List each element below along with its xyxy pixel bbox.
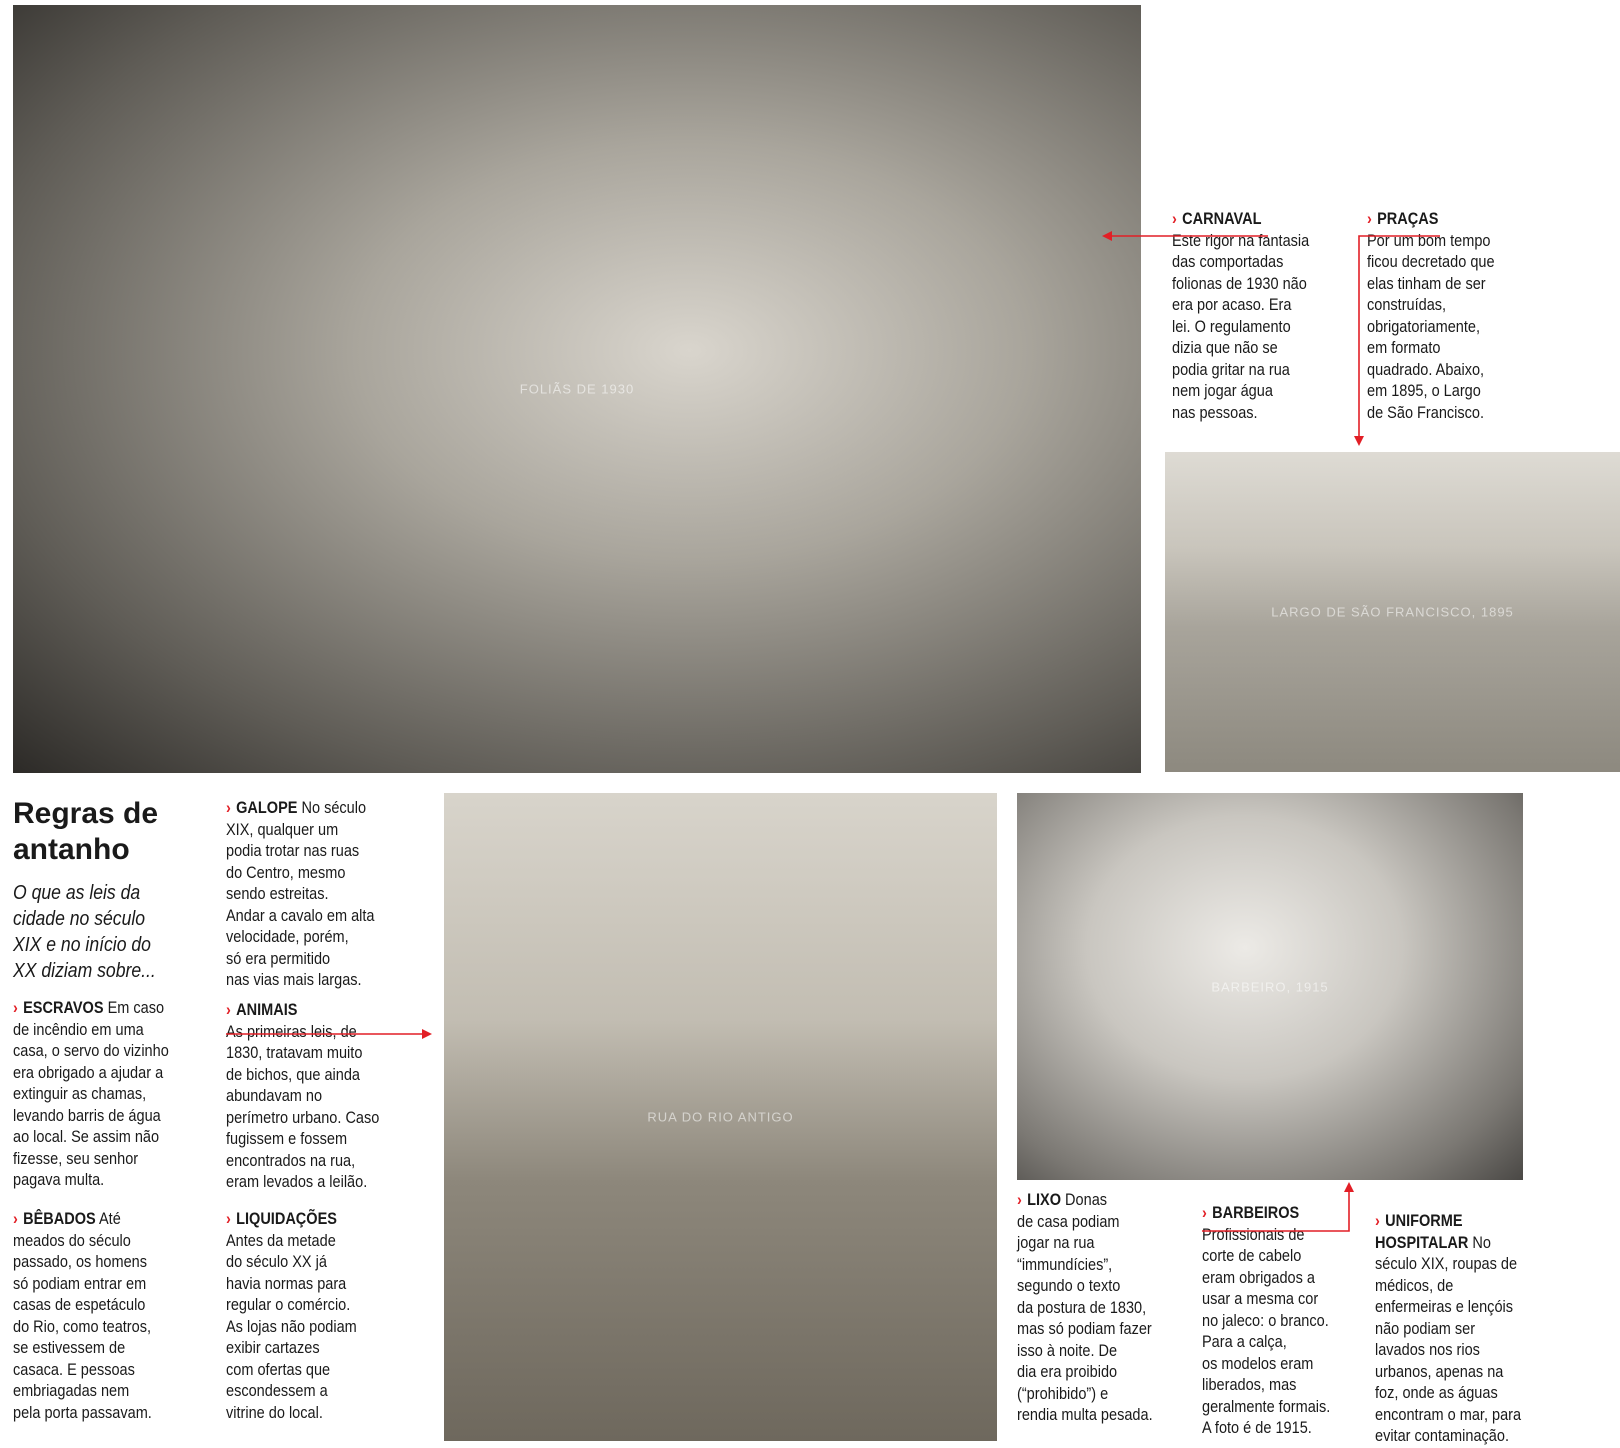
callout-line: ao local. Se assim não	[13, 1128, 160, 1146]
photo-old-street	[444, 793, 997, 1441]
callout-line: levando barris de água	[13, 1106, 161, 1125]
callout-line: casa, o servo do vizinho	[13, 1042, 169, 1060]
callout-line: embriagadas nem	[13, 1382, 130, 1400]
callout-title: LIXO	[1027, 1191, 1062, 1209]
callout-line: lei. O regulamento	[1172, 317, 1291, 336]
callout-line: (“prohibido”) e	[1017, 1384, 1109, 1403]
callout-line: geralmente formais.	[1202, 1397, 1331, 1416]
callout-line: fugissem e fossem	[226, 1130, 348, 1148]
callout-bebados	[13, 1209, 152, 1424]
chevron-right-icon: ›	[226, 799, 231, 817]
callout-line: perímetro urbano. Caso	[226, 1108, 380, 1127]
callout-line: das comportadas	[1172, 253, 1284, 271]
callout-line: casaca. E pessoas	[13, 1360, 135, 1379]
callout-line: com ofertas que	[226, 1360, 331, 1379]
callout-line: em 1895, o Largo	[1367, 382, 1481, 400]
chevron-right-icon: ›	[13, 999, 18, 1017]
callout-line: “immundícies”,	[1017, 1255, 1113, 1274]
callout-line: dizia que não se	[1172, 339, 1278, 357]
callout-line: abundavam no	[226, 1087, 323, 1105]
callout-line: jogar na rua	[1017, 1234, 1095, 1252]
callout-barbeiros	[1202, 1203, 1330, 1440]
callout-line: do Rio, como teatros,	[13, 1317, 152, 1336]
callout-liquidacoes	[226, 1209, 357, 1424]
callout-line: do século XX já	[226, 1253, 327, 1271]
callout-line: nas vias mais largas.	[226, 971, 362, 989]
callout-line: pagava multa.	[13, 1171, 105, 1189]
callout-line: nas pessoas.	[1172, 403, 1258, 422]
callout-line: isso à noite. De	[1017, 1341, 1118, 1360]
callout-line: folionas de 1930 não	[1172, 274, 1307, 293]
callout-line: meados do século	[13, 1231, 131, 1250]
callout-line: século XIX, roupas de	[1375, 1255, 1518, 1273]
callout-line: liberados, mas	[1202, 1376, 1297, 1394]
callout-line: havia normas para	[226, 1274, 347, 1293]
callout-animais	[226, 1000, 379, 1194]
callout-line: fizesse, seu senhor	[13, 1149, 139, 1168]
callout-line: XIX, qualquer um	[226, 820, 339, 839]
photo-caption-square: LARGO DE SÃO FRANCISCO, 1895	[1271, 604, 1514, 620]
callout-line: regular o comércio.	[226, 1296, 351, 1314]
callout-line: Por um bom tempo	[1367, 231, 1491, 250]
callout-line: corte de cabelo	[1202, 1247, 1302, 1265]
callout-line: segundo o texto	[1017, 1277, 1121, 1295]
photo-carnival-women	[13, 5, 1141, 773]
callout-line: obrigatoriamente,	[1367, 317, 1481, 336]
callout-title: UNIFORME	[1385, 1212, 1463, 1230]
callout-line: pela porta passavam.	[13, 1403, 152, 1422]
photo-caption-barber: BARBEIRO, 1915	[1211, 979, 1329, 994]
arrow-head-pracas	[1354, 436, 1364, 446]
intro-text: O que as leis da cidade no século XIX e no início do XX diziam sobre...	[13, 882, 156, 982]
callout-line: vitrine do local.	[226, 1403, 323, 1422]
callout-line: da postura de 1830,	[1017, 1298, 1147, 1317]
callout-line: casas de espetáculo	[13, 1296, 146, 1314]
callout-line: de São Francisco.	[1367, 403, 1485, 422]
callout-line: podia trotar nas ruas	[226, 842, 360, 860]
callout-line: ficou decretado que	[1367, 253, 1495, 271]
callout-line: de casa podiam	[1017, 1212, 1120, 1231]
callout-title: CARNAVAL	[1182, 210, 1262, 228]
callout-line: só podiam entrar em	[13, 1274, 147, 1293]
callout-escravos	[13, 998, 169, 1192]
photo-caption-street: RUA DO RIO ANTIGO	[647, 1109, 794, 1125]
callout-line: não podiam ser	[1375, 1319, 1476, 1338]
callout-line: nem jogar água	[1172, 382, 1273, 400]
chevron-right-icon: ›	[1375, 1212, 1380, 1230]
photo-barber	[1017, 793, 1523, 1180]
callout-line: quadrado. Abaixo,	[1367, 360, 1485, 379]
callout-line: extinguir as chamas,	[13, 1085, 147, 1103]
callout-title: BARBEIROS	[1212, 1204, 1300, 1222]
callout-line: era por acaso. Era	[1172, 296, 1292, 314]
callout-line: só era permitido	[226, 949, 331, 968]
callout-pracas	[1367, 209, 1495, 424]
callout-line: passado, os homens	[13, 1253, 147, 1271]
callout-title: ESCRAVOS	[23, 999, 104, 1017]
callout-line: A foto é de 1915.	[1202, 1419, 1312, 1437]
callout-line: de incêndio em uma	[13, 1020, 144, 1039]
callout-title: GALOPE	[236, 799, 298, 817]
callout-line: enfermeiras e lençóis	[1375, 1298, 1514, 1316]
callout-line: podia gritar na rua	[1172, 360, 1290, 379]
callout-line: em formato	[1367, 339, 1441, 357]
callout-line: Este rigor na fantasia	[1172, 231, 1310, 250]
callout-title: BÊBADOS	[23, 1210, 96, 1228]
callout-line: escondessem a	[226, 1382, 328, 1400]
callout-line: era obrigado a ajudar a	[13, 1063, 164, 1082]
callout-carnaval	[1172, 209, 1309, 424]
callout-line: Profissionais de	[1202, 1225, 1305, 1244]
chevron-right-icon: ›	[226, 1001, 231, 1019]
callout-line: rendia multa pesada.	[1017, 1406, 1153, 1424]
callout-line: No	[1472, 1233, 1491, 1252]
callout-line: dia era proibido	[1017, 1363, 1118, 1381]
callout-line: Para a calça,	[1202, 1333, 1287, 1351]
callout-uniforme-hospitalar	[1375, 1211, 1521, 1448]
callout-line: usar a mesma cor	[1202, 1290, 1319, 1308]
chevron-right-icon: ›	[1172, 210, 1177, 228]
callout-line: No século	[301, 799, 367, 817]
callout-line: encontram o mar, para	[1375, 1405, 1522, 1424]
callout-line: evitar contaminação.	[1375, 1427, 1509, 1445]
callout-line: encontrados na rua,	[226, 1151, 356, 1170]
photo-largo-sao-francisco	[1165, 452, 1620, 772]
callout-line: construídas,	[1367, 296, 1447, 314]
arrow-head-animais	[422, 1029, 432, 1039]
callout-line: Até	[98, 1210, 121, 1228]
callout-line: velocidade, porém,	[226, 928, 349, 946]
callout-title-2: HOSPITALAR	[1375, 1233, 1469, 1252]
chevron-right-icon: ›	[1202, 1204, 1207, 1222]
arrow-head-barbeiros	[1344, 1182, 1354, 1192]
callout-line: urbanos, apenas na	[1375, 1362, 1504, 1381]
callout-lixo	[1017, 1190, 1153, 1427]
callout-line: elas tinham de ser	[1367, 274, 1486, 293]
chevron-right-icon: ›	[1367, 210, 1372, 228]
callout-line: eram obrigados a	[1202, 1268, 1316, 1287]
callout-line: exibir cartazes	[226, 1339, 320, 1357]
callout-title: PRAÇAS	[1377, 210, 1439, 228]
callout-line: no jaleco: o branco.	[1202, 1311, 1329, 1330]
chevron-right-icon: ›	[1017, 1191, 1022, 1209]
callout-line: de bichos, que ainda	[226, 1065, 361, 1084]
callout-line: Andar a cavalo em alta	[226, 906, 375, 925]
callout-line: Em caso	[107, 999, 165, 1017]
callout-title: LIQUIDAÇÕES	[236, 1210, 337, 1228]
callout-line: se estivessem de	[13, 1339, 126, 1357]
chevron-right-icon: ›	[226, 1210, 231, 1228]
callout-line: As primeiras leis, de	[226, 1022, 357, 1041]
callout-line: foz, onde as águas	[1375, 1384, 1498, 1402]
chevron-right-icon: ›	[13, 1210, 18, 1228]
callout-line: eram levados a leilão.	[226, 1173, 368, 1191]
callout-line: lavados nos rios	[1375, 1341, 1480, 1359]
callout-line: sendo estreitas.	[226, 885, 329, 903]
callout-line: As lojas não podiam	[226, 1317, 357, 1336]
callout-line: Donas	[1065, 1191, 1108, 1209]
callout-galope	[226, 798, 375, 992]
page-title: Regras de antanho	[13, 797, 159, 866]
callout-line: os modelos eram	[1202, 1354, 1314, 1373]
callout-line: 1830, tratavam muito	[226, 1044, 363, 1062]
photo-caption-main: FOLIÃS DE 1930	[519, 381, 635, 397]
callout-line: do Centro, mesmo	[226, 863, 346, 882]
callout-line: médicos, de	[1375, 1276, 1454, 1295]
callout-title: ANIMAIS	[236, 1001, 298, 1019]
callout-line: mas só podiam fazer	[1017, 1320, 1152, 1338]
callout-line: Antes da metade	[226, 1231, 336, 1250]
